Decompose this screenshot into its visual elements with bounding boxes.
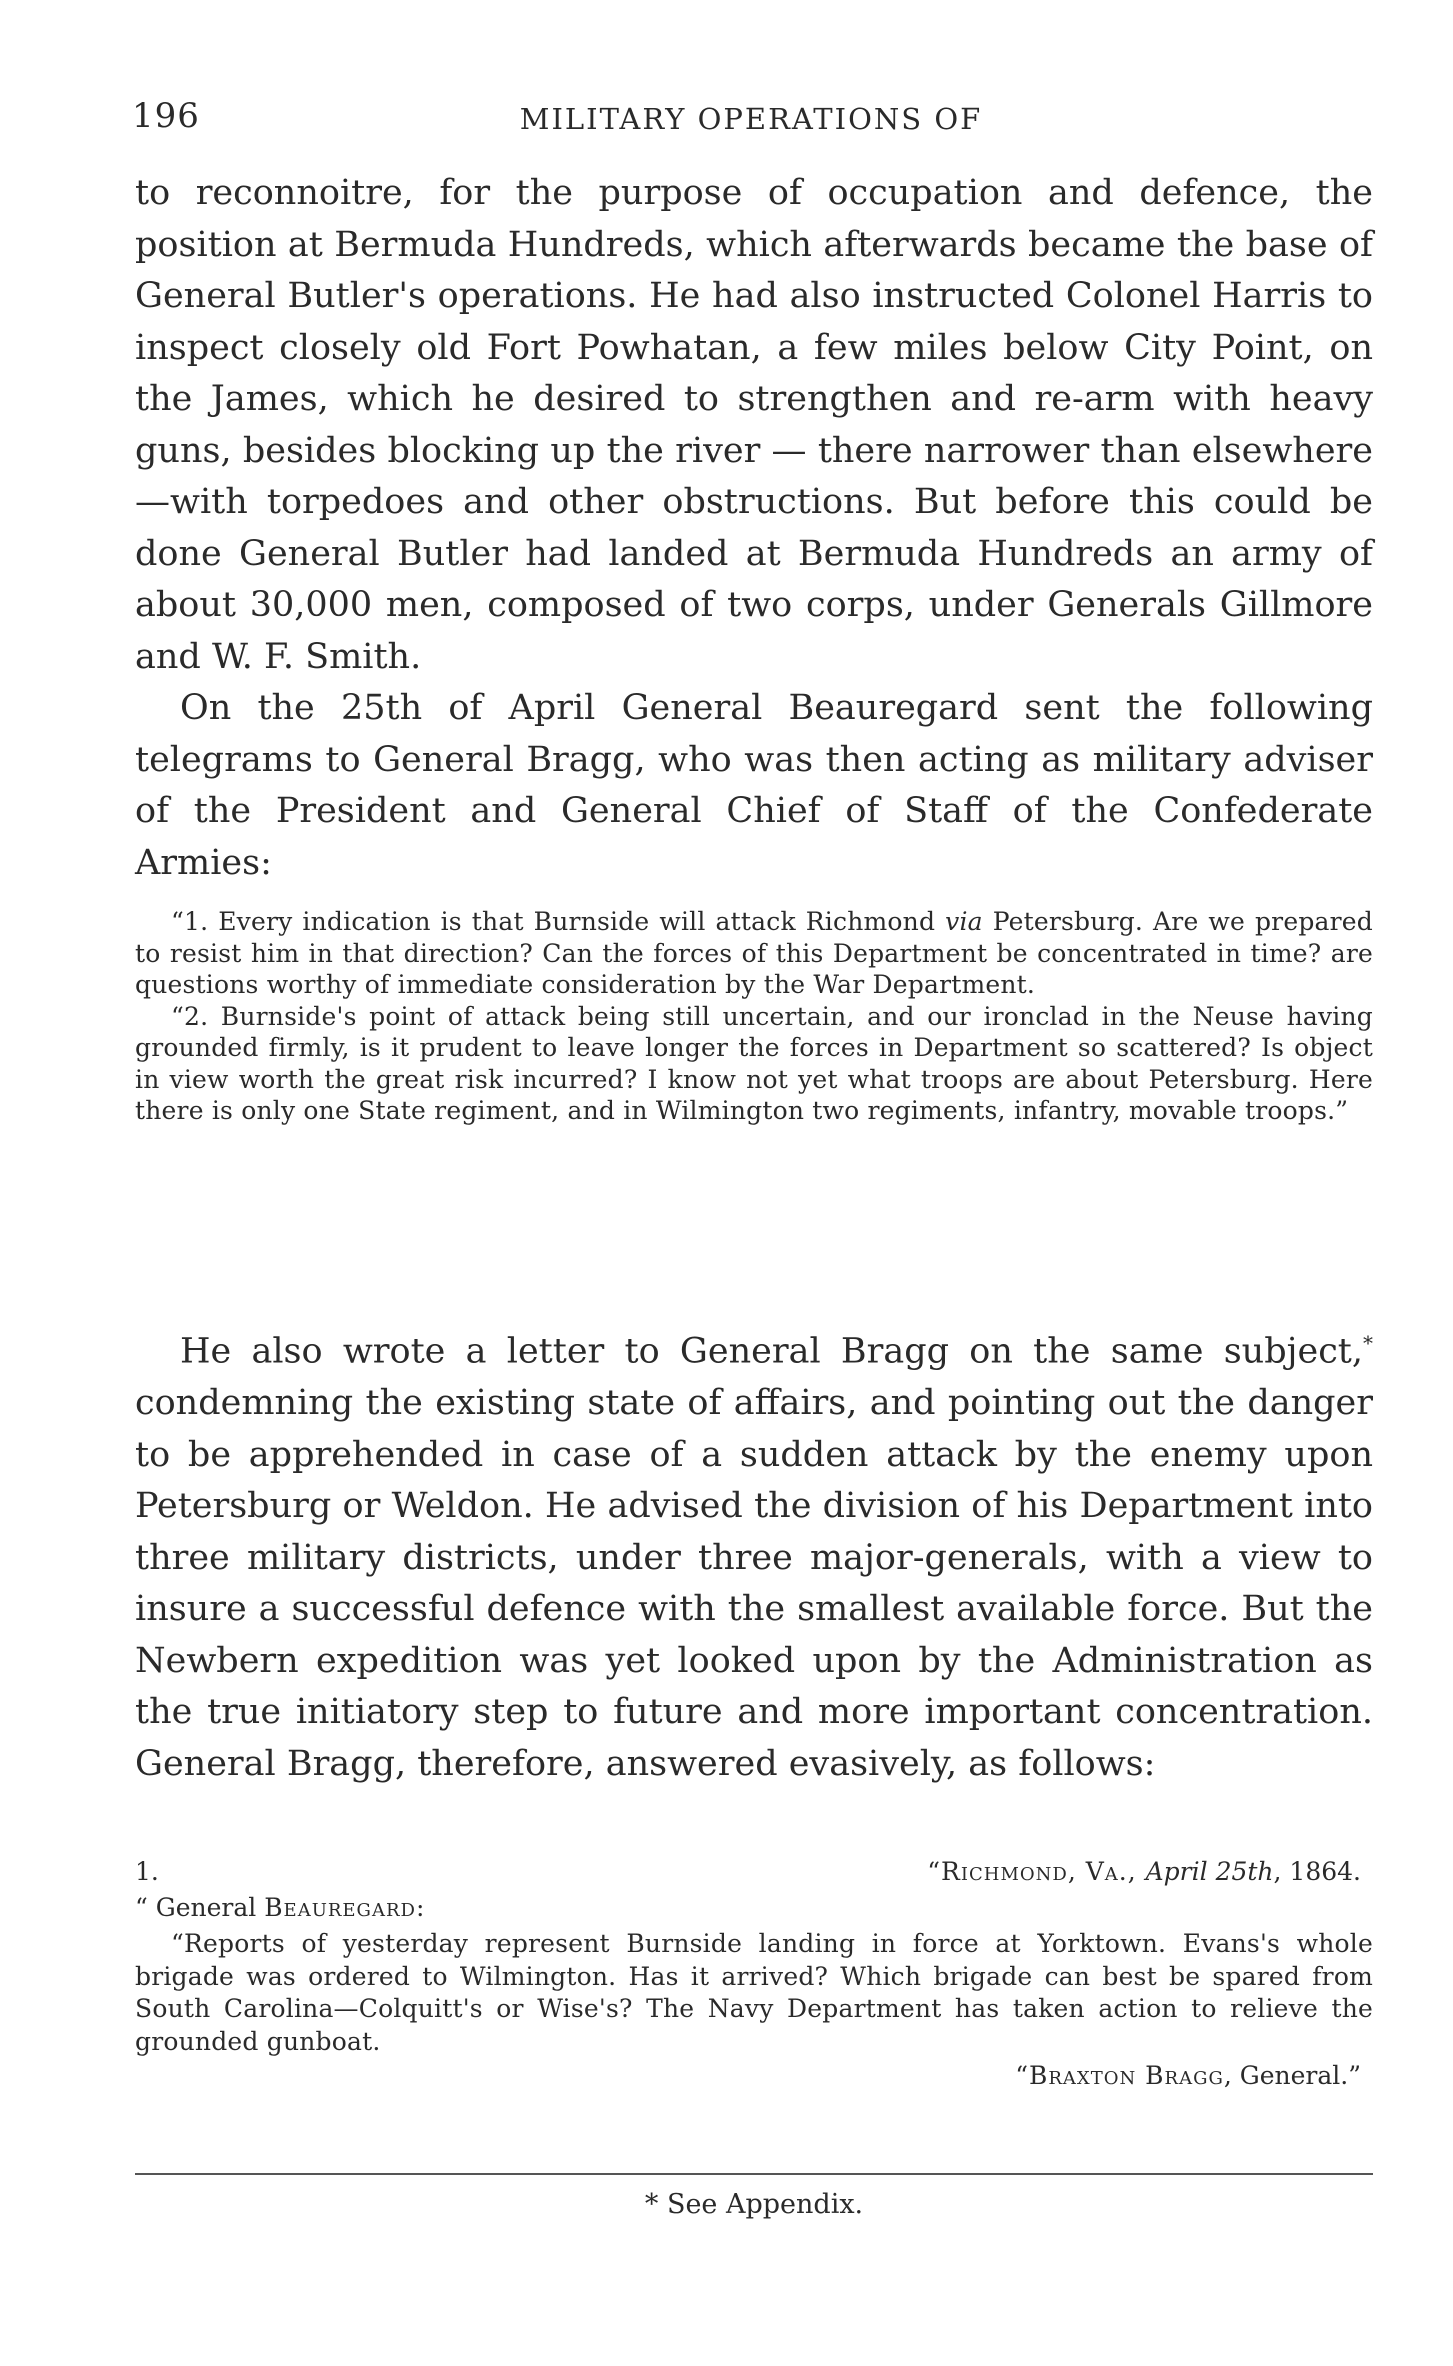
letter-signature (135, 2058, 1373, 2093)
letter-body: “Reports of yesterday represent Burnside landing in force at Yorktown. Evans's whole brigade was ordered to Wilmington. Has it arrived? Which brigade can best be spared from South Carolina—Colquitt's or Wise's? The Navy Department has taken action to relieve the grounded gunboat. (135, 1929, 1373, 2056)
paragraph-letter (135, 1318, 1373, 1790)
running-head (132, 96, 1370, 146)
telegram-1 (135, 906, 1373, 1001)
footnote-marker: * (1363, 1331, 1373, 1355)
letter-number: 1. (135, 1857, 159, 1886)
paragraph-letter-end: condemning the existing state of affairs, and pointing out the danger to be apprehended in case of a sudden attack by the enemy upon Petersburg or Weldon. He advised the division of his Department into three military districts, under three major-generals, with a view to insure a successful defence with the smallest available force. But the Newbern expedition was yet looked upon by the Administration as the true initiatory step to future and more important concentration. General Bragg, therefore, answered evasively, as follows: (135, 1383, 1373, 1784)
letter-place: “Richmond, Va., (927, 1857, 1146, 1886)
letter-paragraph-block (135, 1318, 1373, 1790)
page-number: 196 (132, 96, 200, 136)
footnote: * See Appendix. (644, 2189, 864, 2220)
salutation-prefix: “ General (135, 1893, 265, 1922)
telegram-1-end: Petersburg. Are we prepared to resist him in that direction? Can the forces of this Department be concentrated in time? are questions worthy of immediate consideration by the War Department. (135, 907, 1373, 999)
telegram-1-start: “1. Every indication is that Burnside will attack Richmond (171, 907, 946, 936)
running-title: MILITARY OPERATIONS OF (519, 102, 983, 136)
telegram-2: “2. Burnside's point of attack being still uncertain, and our ironclad in the Neuse having grounded firmly, is it prudent to leave longer the forces in Department so scattered? Is object in view worth the great risk incurred? I know not yet what troops are about Petersburg. Here there is only one State regiment, and in Wilmington two regiments, infantry, movable troops.” (135, 1001, 1373, 1125)
telegram-1-via: via (945, 907, 983, 936)
signature-name: “Braxton Bragg (1015, 2061, 1224, 2090)
letter-year: , 1864. (1273, 1857, 1361, 1886)
letter-date (927, 1854, 1361, 1890)
footnote-divider (135, 2173, 1373, 2175)
letter-dateline (135, 1854, 1373, 1890)
letter-date-italic: April 25th (1145, 1857, 1274, 1886)
paragraph-continuation: to reconnoitre, for the purpose of occupation and defence, the position at Bermuda Hundreds, which afterwards became the base of General Butler's operations. He had also instructed Colonel Harris to inspect closely old Fort Powhatan, a few miles below City Point, on the James, which he desired to strengthen and re-arm with heavy guns, besides blocking up the river — there narrower than elsewhere—with torpedoes and other obstructions. But before this could be done General Butler had landed at Bermuda Hundreds an army of about 30,000 men, composed of two corps, under Generals Gillmore and W. F. Smith. (135, 173, 1373, 677)
salutation-name: Beauregard (264, 1893, 416, 1922)
opening-paragraph-block (135, 168, 1373, 889)
letter-salutation-text (135, 1890, 424, 1926)
letter-salutation (135, 1890, 1373, 1926)
telegram-quote-block (135, 906, 1373, 1127)
paragraph-letter-start: He also wrote a letter to General Bragg on the same subject, (180, 1331, 1363, 1372)
paragraph-telegrams-intro: On the 25th of April General Beauregard sent the following telegrams to General Bragg, who was then acting as military adviser of the President and General Chief of Staff of the Confederate Armies: (135, 688, 1373, 883)
signature-title: , General.” (1223, 2061, 1361, 2090)
salutation-suffix: : (415, 1893, 425, 1922)
bragg-letter (135, 1854, 1373, 2093)
